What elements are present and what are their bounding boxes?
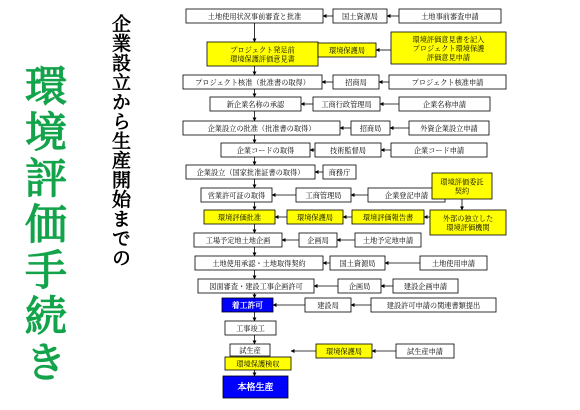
flow-node-n13b: [371, 298, 496, 312]
flow-node-n12b: [393, 279, 458, 293]
flow-node-n15b: [396, 344, 454, 358]
flow-node-label: 土地使用承認・土地取得契約: [212, 258, 306, 268]
flow-node-label: 環境保護局: [326, 346, 362, 356]
flow-node-n15a: [316, 344, 372, 358]
flow-node-label: 本格生産: [237, 382, 274, 392]
flow-node-label: 土地事前審査申請: [421, 11, 479, 21]
flow-node-n13: [222, 298, 273, 312]
flow-node-label: 企業コードの取得: [236, 145, 295, 155]
flow-node-n8: [201, 188, 272, 202]
flow-node-label: 着工許可: [231, 300, 264, 310]
flow-node-n6: [221, 143, 310, 157]
flow-node-n13a: [305, 298, 351, 312]
subtitle-vertical: 企業設立から生産開始までの: [109, 14, 130, 268]
flow-node-n11: [195, 256, 323, 270]
flow-node-n2a: [318, 43, 376, 57]
flow-node-label: 工場予定地土地企画: [205, 235, 271, 245]
flow-node-n12a: [338, 279, 381, 293]
flow-node-label: 招商局: [359, 123, 382, 133]
flow-node-n11a: [330, 256, 385, 270]
flow-node-label: 企業名称申請: [422, 99, 467, 109]
flow-node-label: 環境評価批准: [217, 212, 262, 222]
flow-node-label: 環境保護検収: [236, 359, 280, 368]
flow-node-label: 土地使用申請: [431, 258, 476, 268]
flow-node-label: 工商管理局: [305, 190, 342, 200]
flow-node-label: プロジェクト核准（批准書の取得）: [195, 77, 310, 87]
flow-node-label: 国土資源局: [342, 11, 378, 21]
flow-node-label: 建設局: [317, 300, 339, 310]
flow-node-n3b: [389, 75, 506, 89]
flow-node-label: 環境保護局: [329, 45, 365, 55]
flow-node-label: 企業コード申請: [413, 145, 465, 155]
flow-node-n9a: [287, 210, 343, 224]
flow-node-n17: [223, 376, 288, 398]
flow-node-label: 環境評価報告書: [362, 212, 414, 222]
flow-node-label: 外部の独立した環境評価機関: [442, 213, 494, 232]
flow-node-n3: [183, 75, 322, 89]
flow-node-n12: [198, 279, 314, 293]
flow-node-n5b: [409, 121, 489, 135]
flow-node-label: 環境保護局: [297, 212, 333, 222]
flow-node-n1a: [333, 9, 387, 23]
flow-node-n15: [230, 344, 270, 356]
flow-node-label: 環境評価委託契約: [440, 177, 484, 195]
flow-node-label: 技術監督局: [330, 145, 366, 155]
flow-node-n10b: [355, 233, 421, 247]
flow-node-label: 建設企画申請: [403, 281, 448, 291]
flow-node-n5: [183, 121, 340, 135]
flow-node-n11b: [420, 256, 487, 270]
flow-node-n1: [186, 9, 323, 23]
flow-node-label: 企業設立の批准（批准書の取得）: [207, 123, 316, 133]
flow-node-n8a: [296, 188, 351, 202]
flow-node-n6a: [315, 143, 381, 157]
flow-node-label: 商務庁: [328, 167, 351, 177]
flow-node-label: 土地予定地申請: [362, 235, 414, 245]
flow-node-n10: [194, 233, 282, 247]
flow-node-label: 新企業名称の承認: [226, 99, 285, 109]
flow-node-n4b: [399, 97, 490, 111]
flow-node-n7a: [323, 165, 356, 179]
flow-node-label: 図面審査・建設工事企画許可: [209, 281, 303, 291]
flow-node-label: 試生産申請: [407, 346, 443, 356]
flow-node-label: プロジェクト発足前環境保護評価意見書: [230, 45, 295, 63]
main-title-vertical: 環境評価手続き: [20, 64, 67, 386]
flow-node-label: 企業登記申請: [384, 190, 429, 200]
flow-node-n9c: [430, 210, 506, 235]
flow-node-n9b: [352, 210, 424, 224]
flow-node-n16: [225, 357, 291, 370]
flow-node-label: 営業許可証の取得: [207, 190, 266, 200]
flow-node-label: 土地使用状況事前審査と批准: [207, 11, 302, 21]
flow-node-label: 招商局: [345, 77, 367, 87]
flow-node-label: 国土資源局: [339, 258, 376, 268]
flow-node-n9: [204, 210, 275, 224]
flow-node-label: 企画局: [307, 235, 329, 245]
flow-node-n10a: [299, 233, 337, 247]
flow-node-n2b: [391, 32, 506, 64]
flow-node-label: プロジェクト核准申請: [411, 77, 484, 87]
flow-node-n14: [225, 321, 276, 335]
flow-node-label: 企画局: [348, 281, 371, 291]
flow-node-n3a: [333, 75, 379, 89]
flow-node-label: 建設許可申請の関連書類提出: [386, 300, 481, 310]
flow-node-n4: [210, 97, 301, 111]
flow-node-label: 外資企業設立申請: [420, 123, 478, 133]
flow-node-label: 工事竣工: [236, 323, 265, 333]
flow-node-label: 試生産: [239, 345, 261, 355]
flow-node-n7: [186, 165, 315, 179]
flow-node-n2: [207, 42, 318, 66]
flow-nodes: [183, 9, 506, 398]
flow-node-label: 工商行政管理局: [321, 99, 372, 109]
flow-node-label: 企業設立（国家批准証書の取得）: [196, 167, 305, 177]
flow-node-n1b: [399, 9, 501, 23]
flow-node-n8c: [432, 173, 492, 199]
flow-node-n5a: [351, 121, 390, 135]
flow-node-n4a: [313, 97, 380, 111]
flow-node-n6b: [391, 143, 487, 157]
flow-node-label: 環境評価意見書を記入プロジェクト環境保護評価意見申請: [412, 34, 485, 62]
